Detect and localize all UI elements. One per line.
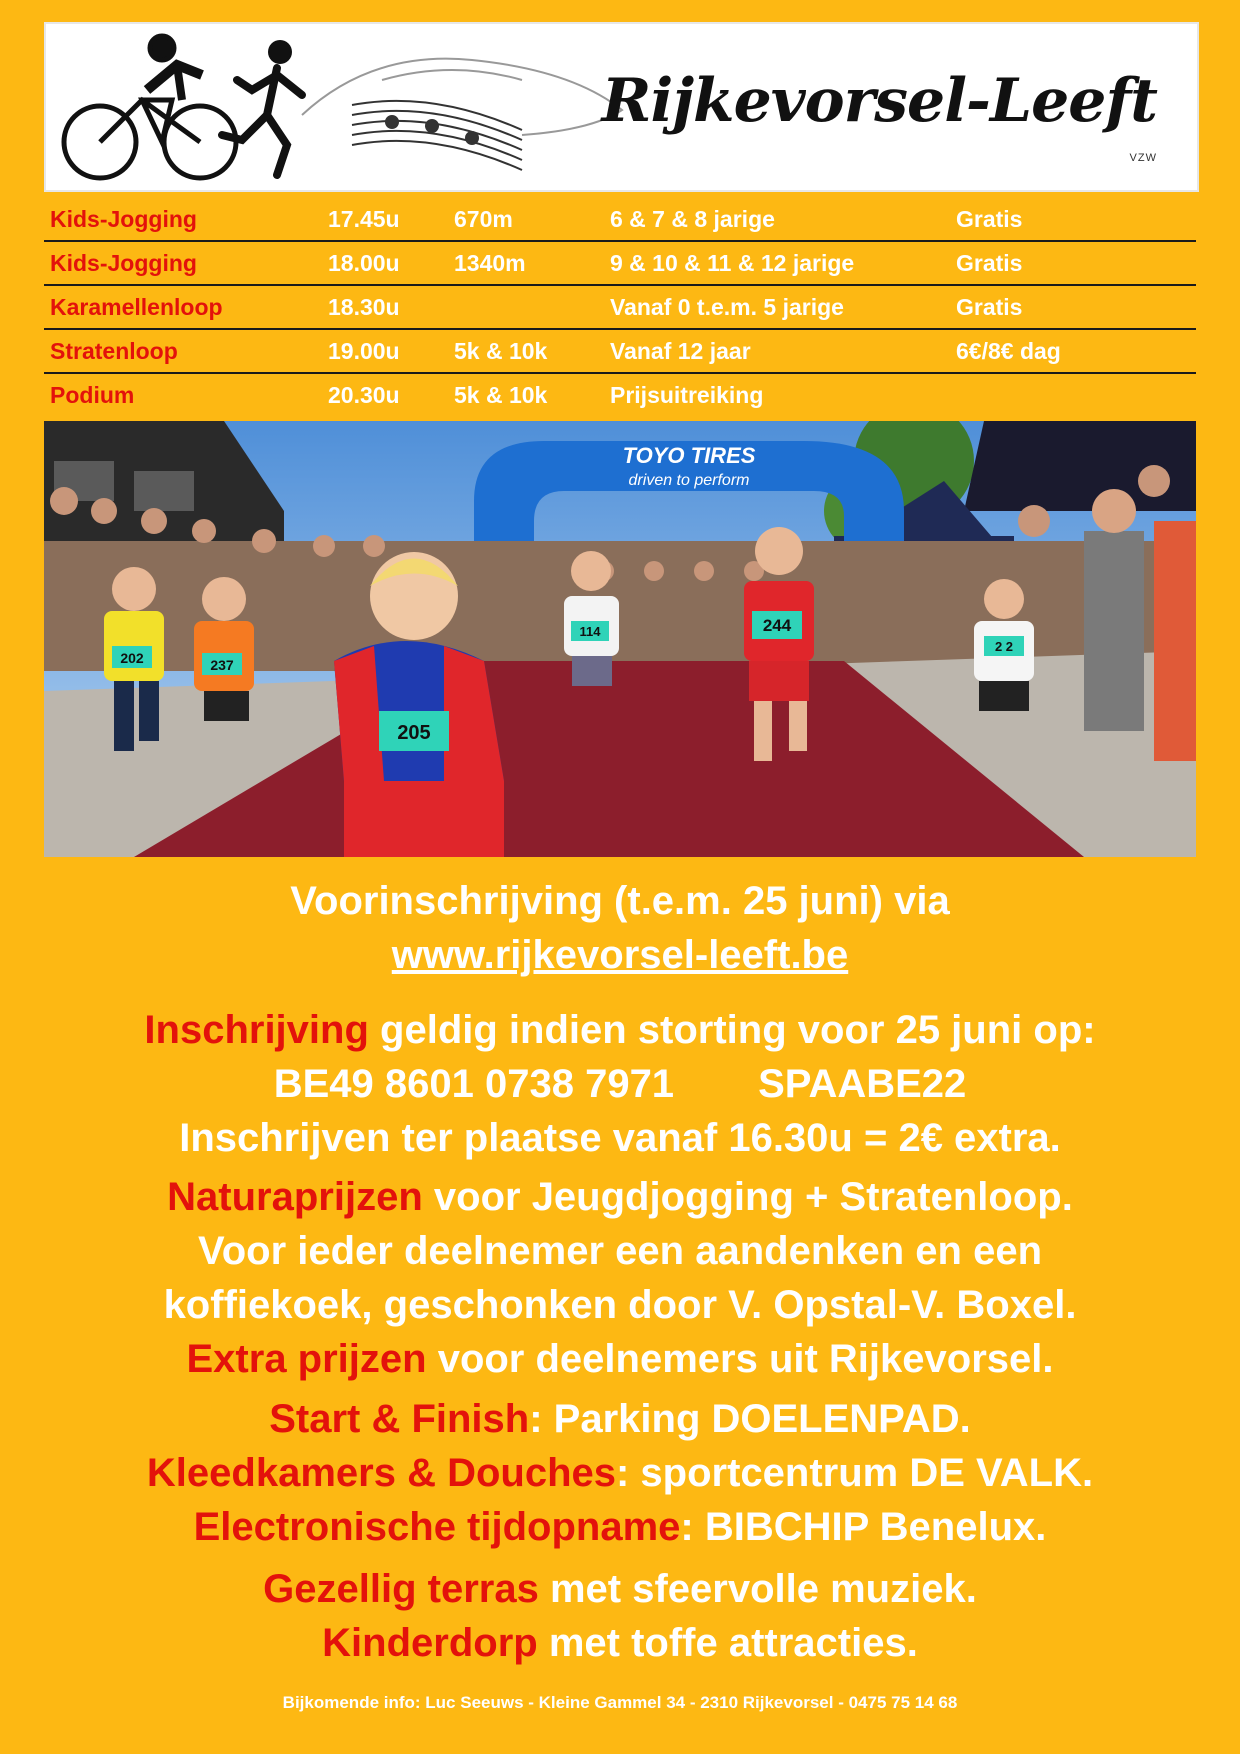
prizes-block	[44, 1170, 1196, 1386]
logo-illustration	[52, 30, 662, 185]
race-time: 17.45u	[328, 206, 400, 232]
prizes-label: Naturaprijzen	[167, 1175, 423, 1219]
prizes-text: voor Jeugdjogging + Stratenloop.	[422, 1175, 1073, 1219]
prizes-line-3: koffiekoek, geschonken door V. Opstal-V. Boxel.	[163, 1283, 1077, 1327]
start-finish-label: Start & Finish	[269, 1397, 530, 1441]
bank-details	[44, 1057, 1196, 1111]
dressing-rooms-line	[44, 1446, 1196, 1500]
race-name: Karamellenloop	[50, 294, 223, 320]
contact-footer: Bijkomende info: Luc Seeuws - Kleine Gammel 34 - 2310 Rijkevorsel - 0475 75 14 68	[282, 1693, 958, 1712]
bib-number: 237	[210, 657, 234, 673]
race-age: Vanaf 0 t.e.m. 5 jarige	[610, 294, 844, 320]
header-banner	[44, 22, 1199, 192]
bib-number: 114	[579, 624, 601, 639]
kids-village-label: Kinderdorp	[322, 1621, 538, 1665]
race-age: Prijsuitreiking	[610, 382, 764, 408]
website-link-wrapper	[44, 928, 1196, 982]
table-row	[44, 374, 1196, 416]
table-row	[44, 330, 1196, 374]
start-finish-text: : Parking DOELENPAD.	[529, 1397, 971, 1441]
photo-illustration	[44, 421, 1196, 857]
runner-child	[564, 551, 619, 686]
dressing-rooms-text: : sportcentrum DE VALK.	[616, 1451, 1094, 1495]
race-time: 19.00u	[328, 338, 400, 364]
spectator	[1154, 521, 1196, 761]
race-name: Kids-Jogging	[50, 250, 197, 276]
bic: SPAABE22	[758, 1062, 967, 1106]
terrace-line	[44, 1562, 1196, 1616]
table-row	[44, 242, 1196, 286]
preregistration-text: Voorinschrijving (t.e.m. 25 juni) via	[290, 879, 950, 923]
bib-number: 2 2	[994, 639, 1014, 654]
bib-number: 205	[397, 722, 431, 744]
arch-brand: TOYO TIRES	[622, 443, 756, 468]
extras-block	[44, 1562, 1196, 1670]
race-age: Vanaf 12 jaar	[610, 338, 751, 364]
terrace-label: Gezellig terras	[263, 1567, 539, 1611]
car-outline-icon	[302, 59, 622, 135]
race-time: 18.00u	[328, 250, 400, 276]
registration-block	[44, 1003, 1196, 1165]
race-name: Podium	[50, 382, 135, 408]
onsite-registration: Inschrijven ter plaatse vanaf 16.30u = 2€ extra.	[179, 1116, 1061, 1160]
music-notes-icon	[352, 101, 522, 170]
timing-label: Electronische tijdopname	[193, 1505, 681, 1549]
race-price: Gratis	[956, 294, 1023, 320]
brand-logo-text: Rijkevorsel-Leeft	[601, 66, 1157, 136]
race-distance: 5k & 10k	[454, 338, 548, 364]
extra-prizes-line	[44, 1332, 1196, 1386]
registration-text: geldig indien storting voor 25 juni op:	[368, 1008, 1096, 1052]
race-age: 6 & 7 & 8 jarige	[610, 206, 775, 232]
extra-prizes-text: voor deelnemers uit Rijkevorsel.	[426, 1337, 1054, 1381]
registration-label: Inschrijving	[144, 1008, 369, 1052]
start-finish-line	[44, 1392, 1196, 1446]
extra-prizes-label: Extra prijzen	[186, 1337, 427, 1381]
prizes-line-2: Voor ieder deelnemer een aandenken en een	[197, 1229, 1043, 1273]
race-distance: 670m	[454, 206, 513, 232]
arch-slogan: driven to perform	[628, 472, 750, 489]
table-row	[44, 198, 1196, 242]
race-price: Gratis	[956, 206, 1023, 232]
race-price: 6€/8€ dag	[956, 338, 1061, 364]
prizes-line	[44, 1170, 1196, 1224]
table-row	[44, 286, 1196, 330]
website-link[interactable]: www.rijkevorsel-leeft.be	[391, 933, 849, 977]
kids-race-photo	[44, 421, 1196, 857]
race-schedule-table	[44, 198, 1196, 416]
registration-line	[44, 1003, 1196, 1057]
race-time: 18.30u	[328, 294, 400, 320]
race-price: Gratis	[956, 250, 1023, 276]
race-name: Stratenloop	[50, 338, 178, 364]
iban: BE49 8601 0738 7971	[273, 1062, 675, 1106]
dressing-rooms-label: Kleedkamers & Douches	[146, 1451, 616, 1495]
brand-suffix: VZW	[1129, 152, 1157, 164]
preregistration-block	[44, 874, 1196, 982]
kids-village-text: met toffe attracties.	[537, 1621, 918, 1665]
race-name: Kids-Jogging	[50, 206, 197, 232]
logistics-block	[44, 1392, 1196, 1554]
terrace-text: met sfeervolle muziek.	[538, 1567, 977, 1611]
race-time: 20.30u	[328, 382, 400, 408]
kids-village-line	[44, 1616, 1196, 1670]
race-distance: 5k & 10k	[454, 382, 548, 408]
race-age: 9 & 10 & 11 & 12 jarige	[610, 250, 855, 276]
race-distance: 1340m	[454, 250, 526, 276]
cyclist-icon	[64, 36, 236, 178]
bib-number: 202	[120, 650, 144, 666]
bib-number: 244	[762, 616, 792, 635]
timing-text: : BIBCHIP Benelux.	[680, 1505, 1047, 1549]
timing-line	[44, 1500, 1196, 1554]
